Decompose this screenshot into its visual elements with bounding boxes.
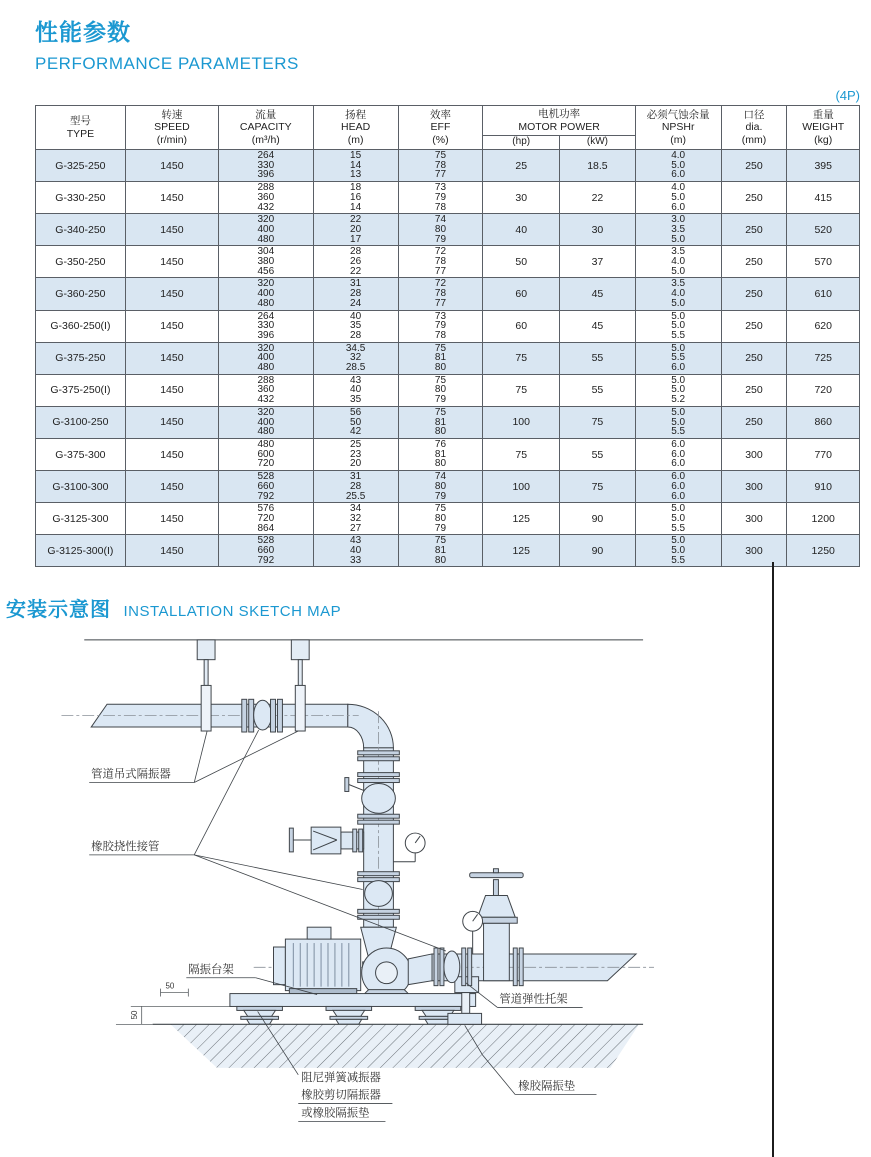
cell-type: G-3100-300 [36,471,126,503]
cell-dia: 300 [721,535,787,567]
cell-type: G-325-250 [36,150,126,182]
cell-kw: 75 [560,471,636,503]
pump [362,948,432,998]
cell-weight: 720 [787,374,860,406]
pipe-elbow [348,705,394,749]
cell-eff: 74 80 79 [398,471,483,503]
cell-speed: 1450 [125,535,218,567]
cell-capacity: 304 380 456 [218,246,313,278]
cell-dia: 250 [721,214,787,246]
cell-eff: 75 80 79 [398,374,483,406]
cell-weight: 725 [787,342,860,374]
dimension-marks [131,989,232,1025]
cell-kw: 18.5 [560,150,636,182]
cell-eff: 73 79 78 [398,182,483,214]
ground [116,1025,643,1069]
cell-dia: 250 [721,182,787,214]
cell-capacity: 264 330 396 [218,310,313,342]
vibration-isolators [237,1007,461,1025]
cell-npshr: 3.5 4.0 5.0 [635,246,721,278]
table-row [36,438,860,470]
cell-head: 31 28 25.5 [313,471,398,503]
cell-npshr: 4.0 5.0 6.0 [635,150,721,182]
cell-type: G-375-300 [36,438,126,470]
cell-weight: 770 [787,438,860,470]
page-divider-line [772,562,774,1157]
cell-kw: 90 [560,503,636,535]
table-row [36,374,860,406]
cell-eff: 75 81 80 [398,406,483,438]
cell-speed: 1450 [125,503,218,535]
table-row [36,471,860,503]
cell-weight: 520 [787,214,860,246]
cell-capacity: 320 400 480 [218,278,313,310]
cell-npshr: 5.0 5.0 5.2 [635,374,721,406]
cell-kw: 55 [560,438,636,470]
table-row [36,150,860,182]
cell-weight: 610 [787,278,860,310]
cell-speed: 1450 [125,471,218,503]
page-title-en: PERFORMANCE PARAMETERS [35,54,299,73]
cell-speed: 1450 [125,438,218,470]
cell-dia: 250 [721,278,787,310]
col-header-npshr: 必须气蚀余量 NPSHr (m) [635,106,721,150]
cell-type: G-3125-300 [36,503,126,535]
col-header-speed: 转速 SPEED (r/min) [125,106,218,150]
cell-hp: 25 [483,150,560,182]
cell-dia: 250 [721,374,787,406]
cell-eff: 75 80 79 [398,503,483,535]
cell-head: 43 40 35 [313,374,398,406]
cell-head: 34 32 27 [313,503,398,535]
cell-speed: 1450 [125,214,218,246]
table-row [36,342,860,374]
cell-eff: 72 78 77 [398,246,483,278]
cell-weight: 620 [787,310,860,342]
cell-speed: 1450 [125,374,218,406]
table-header [36,106,860,150]
cell-weight: 570 [787,246,860,278]
performance-table-body [36,150,860,567]
cell-hp: 75 [483,342,560,374]
pressure-gauge-1 [393,833,425,862]
cell-hp: 40 [483,214,560,246]
col-header-eff: 效率 EFF (%) [398,106,483,150]
cell-head: 15 14 13 [313,150,398,182]
cell-kw: 30 [560,214,636,246]
cell-hp: 75 [483,374,560,406]
label-pipe-support: 管道弹性托架 [499,993,568,1006]
col-header-capacity: 流量 CAPACITY (m³/h) [218,106,313,150]
table-row [36,182,860,214]
cell-weight: 415 [787,182,860,214]
dim-vertical: 50 [129,1010,139,1020]
page-title-zh: 性能参数 [35,19,131,45]
cell-npshr: 6.0 6.0 6.0 [635,438,721,470]
cell-weight: 395 [787,150,860,182]
cell-dia: 250 [721,342,787,374]
section2-header [6,593,871,622]
label-isolator-line1: 阻尼弹簧减振器 [301,1072,381,1085]
cell-npshr: 5.0 5.0 5.5 [635,310,721,342]
cell-capacity: 528 660 792 [218,535,313,567]
cell-kw: 22 [560,182,636,214]
col-header-type: 型号 TYPE [36,106,126,150]
cell-hp: 100 [483,471,560,503]
cell-eff: 73 79 78 [398,310,483,342]
performance-table [35,105,860,567]
cell-capacity: 264 330 396 [218,150,313,182]
cell-hp: 60 [483,278,560,310]
label-pipe-hanger: 管道吊式隔振器 [91,768,171,781]
cell-kw: 37 [560,246,636,278]
cell-type: G-375-250(I) [36,374,126,406]
cell-speed: 1450 [125,278,218,310]
cell-weight: 860 [787,406,860,438]
col-header-head: 扬程 HEAD (m) [313,106,398,150]
cell-npshr: 5.0 5.0 5.5 [635,406,721,438]
cell-dia: 300 [721,471,787,503]
cell-hp: 125 [483,503,560,535]
cell-hp: 125 [483,535,560,567]
label-isolator-line3: 或橡胶隔振垫 [301,1107,370,1120]
pole-note: (4P) [835,88,860,103]
col-header-weight: 重量 WEIGHT (kg) [787,106,860,150]
cell-head: 25 23 20 [313,438,398,470]
label-platform: 隔振台架 [188,964,234,977]
col-header-kw: (kW) [560,136,636,150]
cell-capacity: 528 660 792 [218,471,313,503]
cell-dia: 300 [721,438,787,470]
cell-head: 56 50 42 [313,406,398,438]
cell-speed: 1450 [125,182,218,214]
col-header-hp: (hp) [483,136,560,150]
discharge-cone [408,954,432,985]
table-row [36,214,860,246]
cell-type: G-350-250 [36,246,126,278]
cell-head: 43 40 33 [313,535,398,567]
cell-head: 34.5 32 28.5 [313,342,398,374]
cell-type: G-330-250 [36,182,126,214]
cell-kw: 55 [560,374,636,406]
cell-type: G-375-250 [36,342,126,374]
cell-eff: 76 81 80 [398,438,483,470]
cell-dia: 250 [721,150,787,182]
cell-kw: 45 [560,278,636,310]
cell-speed: 1450 [125,342,218,374]
cell-speed: 1450 [125,310,218,342]
cell-hp: 100 [483,406,560,438]
cell-npshr: 3.0 3.5 5.0 [635,214,721,246]
cell-kw: 55 [560,342,636,374]
table-row [36,278,860,310]
table-row [36,406,860,438]
cell-dia: 250 [721,406,787,438]
cell-head: 28 26 22 [313,246,398,278]
cell-capacity: 288 360 432 [218,374,313,406]
table-row [36,246,860,278]
installation-diagram-area [0,624,871,1157]
cell-type: G-340-250 [36,214,126,246]
dim-horizontal: 50 [165,982,175,992]
cell-eff: 75 78 77 [398,150,483,182]
cell-weight: 910 [787,471,860,503]
col-header-motor-power: 电机功率 MOTOR POWER [483,106,635,136]
cell-eff: 72 78 77 [398,278,483,310]
cell-capacity: 288 360 432 [218,182,313,214]
cell-hp: 50 [483,246,560,278]
cell-dia: 250 [721,246,787,278]
cell-npshr: 4.0 5.0 6.0 [635,182,721,214]
cell-eff: 75 81 80 [398,342,483,374]
table-row [36,310,860,342]
cell-capacity: 320 400 480 [218,214,313,246]
cell-head: 18 16 14 [313,182,398,214]
cell-head: 40 35 28 [313,310,398,342]
cell-eff: 75 81 80 [398,535,483,567]
label-rubber-pad: 橡胶隔振垫 [518,1081,576,1094]
flex-joint-vertical [365,881,393,907]
cell-type: G-3125-300(I) [36,535,126,567]
label-flex-joint: 橡胶挠性接管 [91,841,160,854]
cell-capacity: 320 400 480 [218,342,313,374]
cell-eff: 74 80 79 [398,214,483,246]
cell-npshr: 3.5 4.0 5.0 [635,278,721,310]
cell-speed: 1450 [125,406,218,438]
cell-npshr: 6.0 6.0 6.0 [635,471,721,503]
cell-npshr: 5.0 5.0 5.5 [635,535,721,567]
table-row [36,535,860,567]
cell-hp: 30 [483,182,560,214]
cell-dia: 250 [721,310,787,342]
cell-npshr: 5.0 5.0 5.5 [635,503,721,535]
installation-diagram [0,624,871,1157]
label-isolator-line2: 橡胶剪切隔振器 [301,1090,381,1103]
cell-kw: 45 [560,310,636,342]
cell-capacity: 480 600 720 [218,438,313,470]
motor [274,928,361,994]
cell-kw: 90 [560,535,636,567]
section2-title-zh: 安装示意图 [6,599,111,622]
cell-weight: 1250 [787,535,860,567]
cell-npshr: 5.0 5.5 6.0 [635,342,721,374]
cell-dia: 300 [721,503,787,535]
cell-head: 22 20 17 [313,214,398,246]
cell-capacity: 576 720 864 [218,503,313,535]
isolation-platform [230,994,476,1007]
cell-type: G-3100-250 [36,406,126,438]
cell-kw: 75 [560,406,636,438]
cell-speed: 1450 [125,150,218,182]
branch-gate-valve [289,828,363,855]
cell-type: G-360-250(I) [36,310,126,342]
cell-hp: 75 [483,438,560,470]
cell-hp: 60 [483,310,560,342]
section2-title-en: INSTALLATION SKETCH MAP [123,603,342,621]
section1-header [0,0,871,74]
cell-speed: 1450 [125,246,218,278]
cell-weight: 1200 [787,503,860,535]
cell-capacity: 320 400 480 [218,406,313,438]
cell-head: 31 28 24 [313,278,398,310]
cell-type: G-360-250 [36,278,126,310]
table-row [36,503,860,535]
col-header-dia: 口径 dia. (mm) [721,106,787,150]
